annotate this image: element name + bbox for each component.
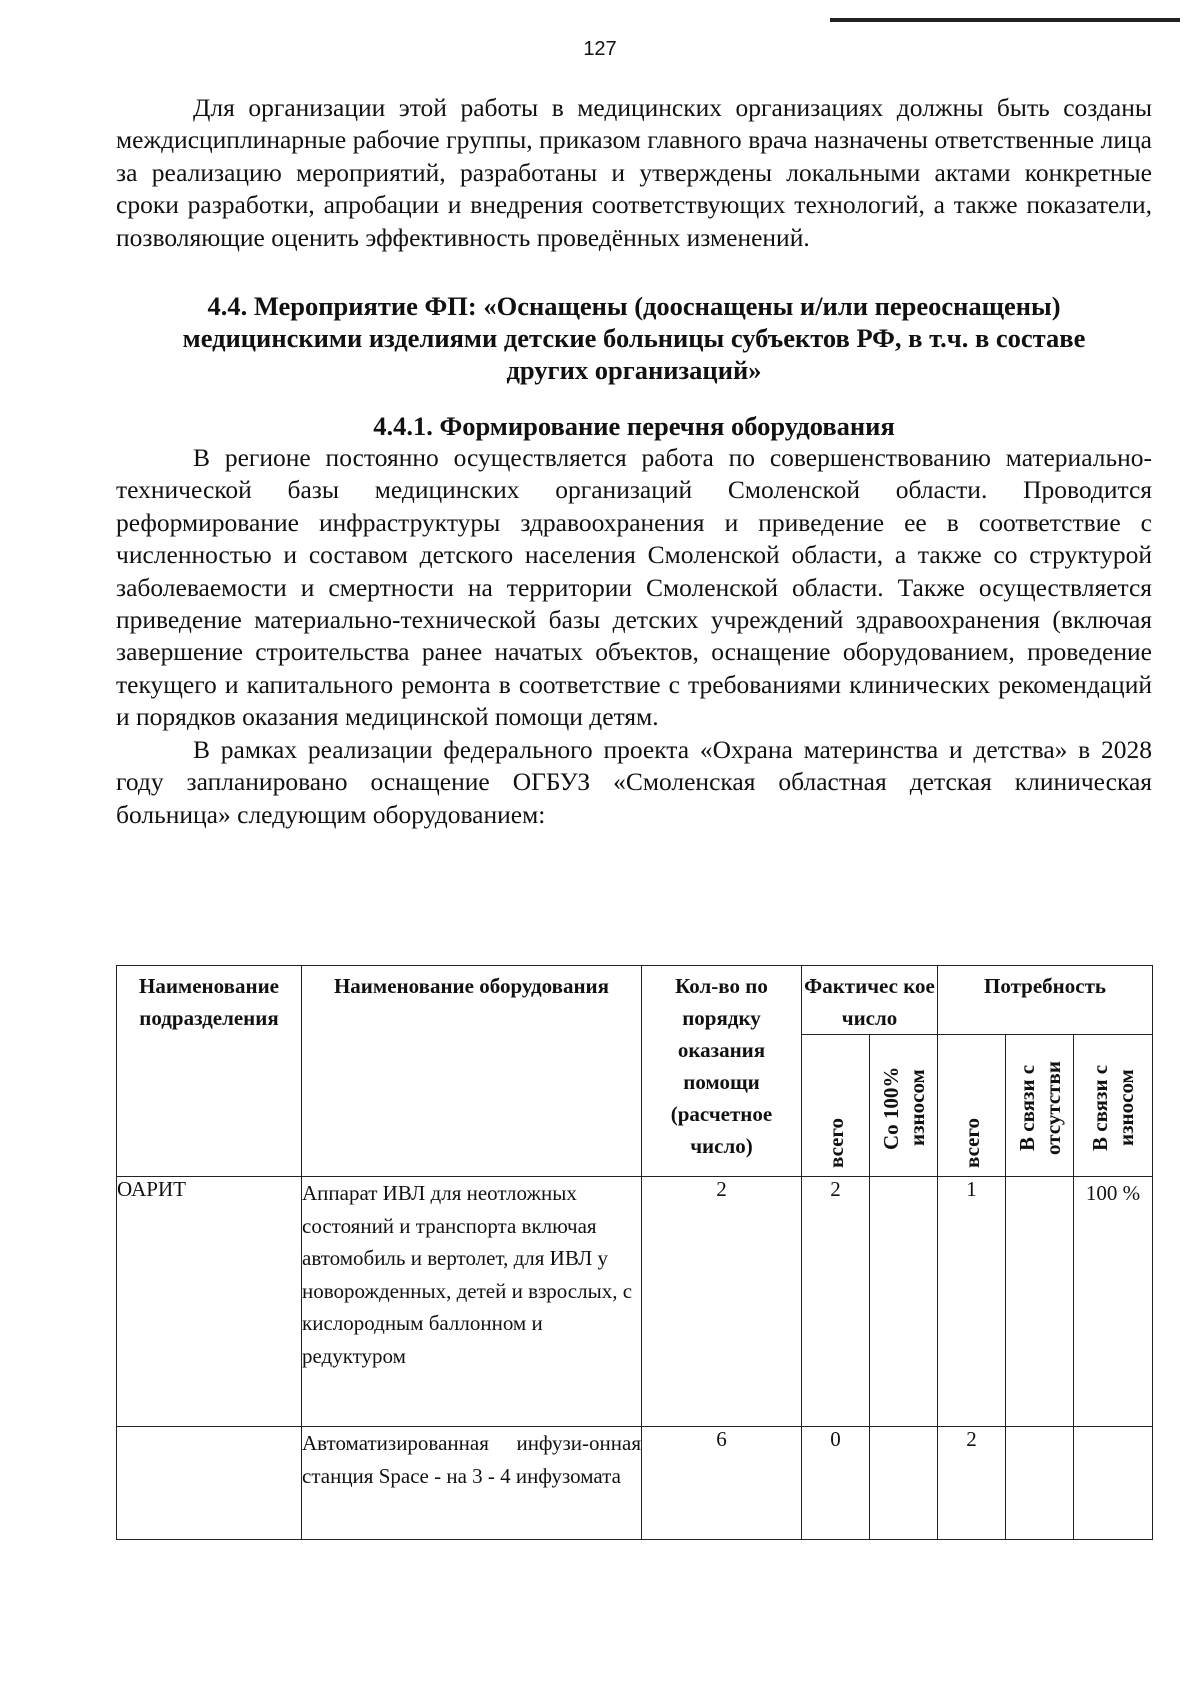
page-number: 127 [583,38,617,60]
row2-quantity: 6 [642,1427,802,1540]
header-quantity: Кол-во по порядку оказания помощи (расчетное число) [642,966,802,1177]
top-rule [830,18,1180,22]
header-need-wear: В связи с износом [1088,1064,1139,1152]
row1-quantity: 2 [642,1177,802,1427]
row1-equipment: Аппарат ИВЛ для неотложных состояний и транспорта включая автомобиль и вертолет, для ИВЛ у новорожденных, детей и взрослых, с кислородным баллонном и редуктуром [302,1177,642,1427]
header-actual-worn: Со 100% износом [878,1066,929,1150]
project-paragraph: В рамках реализации федерального проекта «Охрана материнства и детства» в 2028 году запланировано оснащение ОГБУЗ «Смоленская областная детская клиническая больница» следующим оборудованием: [116,734,1152,829]
section-heading-line2: медицинскими изделиями детские больницы субъектов РФ, в т.ч. в составе [182,323,1086,354]
section-heading [116,290,1152,386]
row2-unit [117,1427,302,1540]
row2-equipment: Автоматизированная инфузи-онная станция Space - на 3 - 4 инфузомата [302,1427,642,1540]
page-content [116,92,1152,831]
table-row [117,1427,1153,1540]
header-need: Потребность [938,966,1153,1035]
table-header-row [117,966,1153,1035]
header-unit: Наименование подразделения [117,966,302,1177]
header-need-absence: В связи с отсутстви [1014,1061,1065,1155]
row2-need-absence [1006,1427,1074,1540]
row2-need-total: 2 [938,1427,1006,1540]
row2-actual-worn [870,1427,938,1540]
row1-unit: ОАРИТ [117,1177,302,1427]
intro-paragraph: Для организации этой работы в медицинских организациях должны быть созданы междисциплинарные рабочие группы, приказом главного врача назначены ответственные лица за реализацию мероприятий, разработаны и утверждены локальными актами конкретные сроки разработки, апробации и внедрения соответствующих технологий, а также показатели, позволяющие оценить эффективность проведённых изменений. [116,93,1152,252]
section-heading-line3: других организаций» [506,355,762,386]
row1-actual-worn [870,1177,938,1427]
row2-actual-total: 0 [802,1427,870,1540]
header-actual-worn-cell [870,1035,938,1177]
subsection-heading: 4.4.1. Формирование перечня оборудования [373,411,895,442]
region-paragraph: В регионе постоянно осуществляется работа по совершенствованию материально-технической базы медицинских организаций Смоленской области. Проводится реформирование инфраструктуры здравоохранения и приведение ее в соответствие с численностью и составом детского населения Смоленской области, а также со структурой заболеваемости и смертности на территории Смоленской области. Также осуществляется приведение материально-технической базы детских учреждений здравоохранения (включая завершение строительства ранее начатых объектов, оснащение оборудованием, проведение текущего и капитального ремонта в соответствие с требованиями клинических рекомендаций и порядков оказания медицинской помощи детям. [116,443,1152,732]
equipment-table [116,965,1153,1540]
header-actual-total-cell [802,1035,870,1177]
section-heading-line1: 4.4. Мероприятие ФП: «Оснащены (дооснащены и/или переоснащены) [207,291,1061,322]
table-row [117,1177,1153,1427]
header-need-total-cell [938,1035,1006,1177]
header-need-total: всего [959,1117,984,1168]
header-actual: Фактичес кое число [802,966,938,1035]
header-need-absence-cell [1006,1035,1074,1177]
header-equipment: Наименование оборудования [302,966,642,1177]
row1-need-absence [1006,1177,1074,1427]
header-actual-total: всего [823,1117,848,1168]
header-need-wear-cell [1074,1035,1153,1177]
row2-need-wear [1074,1427,1153,1540]
row1-need-total: 1 [938,1177,1006,1427]
row1-actual-total: 2 [802,1177,870,1427]
row1-need-wear: 100 % [1074,1177,1153,1427]
